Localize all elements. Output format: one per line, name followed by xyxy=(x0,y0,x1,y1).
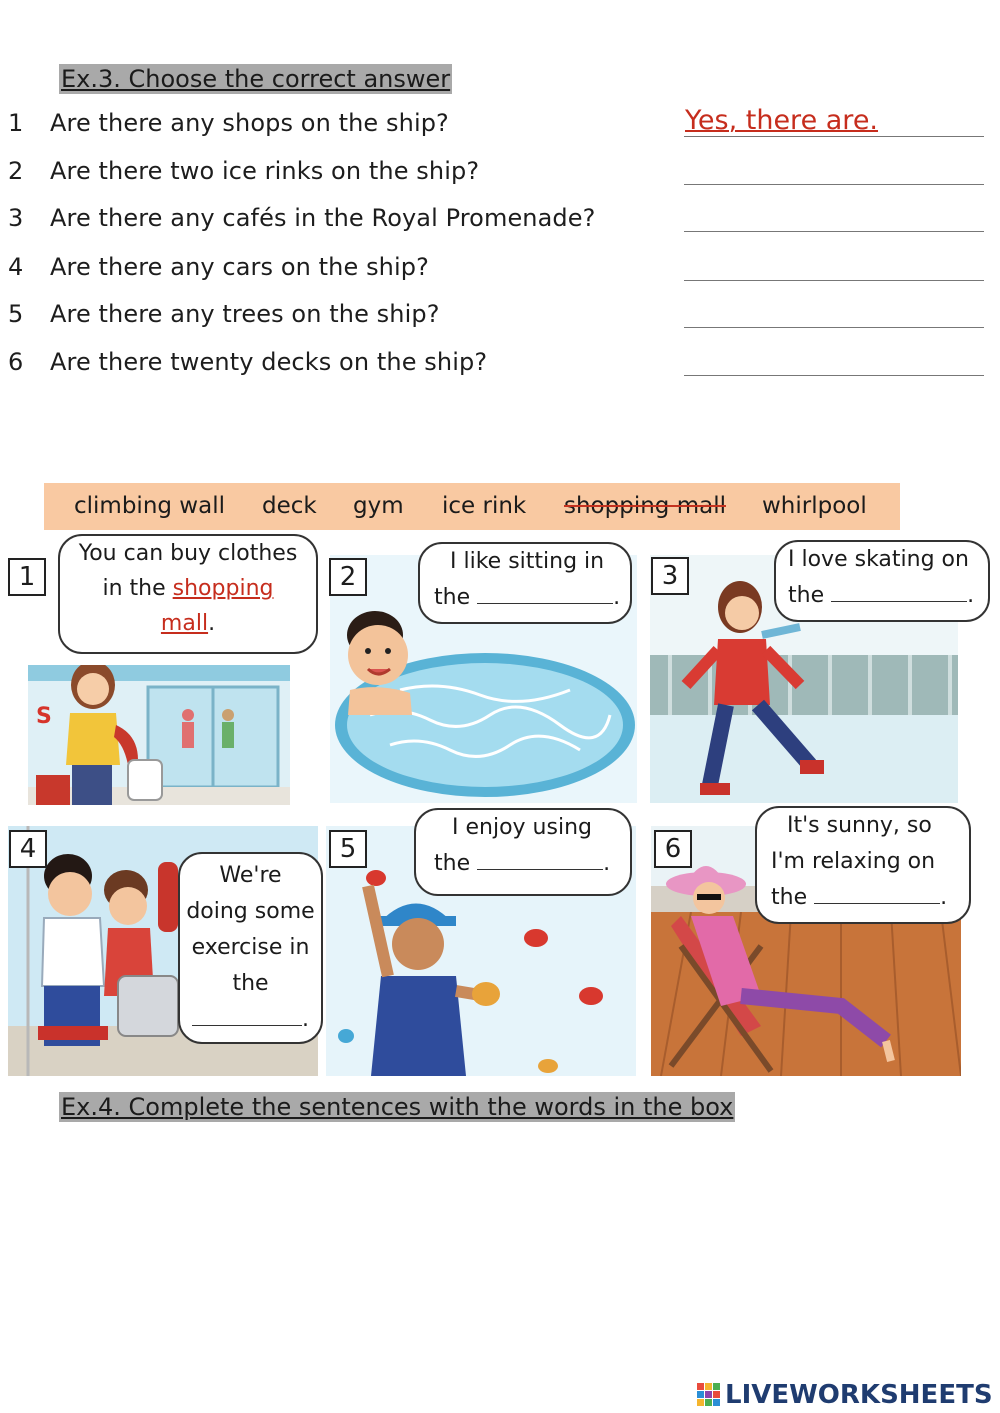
speech-bubble xyxy=(178,852,323,1044)
question-text: Are there any cafés in the Royal Promenade? xyxy=(50,204,596,232)
liveworksheets-logo-text: LIVEWORKSHEETS xyxy=(725,1380,993,1410)
bubble-punctuation: . xyxy=(940,885,948,910)
liveworksheets-logo-icon xyxy=(697,1383,721,1407)
bubble-punctuation: . xyxy=(613,585,621,610)
question-number: 1 xyxy=(8,109,24,137)
answer-line[interactable] xyxy=(684,280,984,281)
bubble-line: the xyxy=(232,971,269,996)
bubble-punctuation: . xyxy=(967,583,975,608)
word-shopping-mall: shopping mall xyxy=(564,493,726,519)
bubble-line: in the xyxy=(102,576,166,601)
question-number: 5 xyxy=(8,300,24,328)
question-number: 2 xyxy=(8,157,24,185)
bubble-line: exercise in xyxy=(191,935,310,960)
question-text: Are there any trees on the ship? xyxy=(50,300,440,328)
bubble-line: the xyxy=(788,583,825,608)
question-text: Are there any cars on the ship? xyxy=(50,253,429,281)
bubble-line: the xyxy=(771,885,808,910)
answer-line[interactable] xyxy=(684,327,984,328)
answer-line xyxy=(684,136,984,137)
answer-field[interactable]: mall xyxy=(160,611,209,636)
answer-blank[interactable] xyxy=(477,851,603,870)
answer-blank[interactable] xyxy=(192,1007,302,1026)
bubble-line: I love skating on xyxy=(788,547,969,572)
picture-number: 5 xyxy=(329,830,367,868)
question-number: 6 xyxy=(8,348,24,376)
bubble-line: the xyxy=(434,585,471,610)
bubble-punctuation: . xyxy=(603,851,611,876)
word-gym: gym xyxy=(353,493,404,519)
svg-text:S: S xyxy=(36,704,52,729)
speech-bubble xyxy=(414,808,632,896)
answer-blank[interactable] xyxy=(831,583,967,602)
liveworksheets-logo xyxy=(697,1380,993,1410)
question-text: Are there twenty decks on the ship? xyxy=(50,348,488,376)
speech-bubble xyxy=(774,540,990,622)
word-climbing-wall: climbing wall xyxy=(74,493,225,519)
answer-field[interactable]: shopping xyxy=(172,576,274,601)
bubble-line: We're xyxy=(219,863,282,888)
answer-field[interactable]: Yes, there are. xyxy=(685,105,879,136)
word-deck: deck xyxy=(262,493,317,519)
bubble-punctuation: . xyxy=(302,1007,309,1032)
word-box xyxy=(44,483,900,530)
picture-number: 6 xyxy=(654,830,692,868)
picture-number: 2 xyxy=(329,558,367,596)
question-number: 3 xyxy=(8,204,24,232)
picture-number: 1 xyxy=(8,558,46,596)
bubble-line: the xyxy=(434,851,471,876)
bubble-line: doing some xyxy=(186,899,315,924)
bubble-line: You can buy clothes xyxy=(78,541,298,566)
ex3-heading: Ex.3. Choose the correct answer xyxy=(61,65,451,93)
word-ice-rink: ice rink xyxy=(442,493,527,519)
bubble-line: I like sitting in xyxy=(450,549,605,574)
answer-line[interactable] xyxy=(684,231,984,232)
picture-number: 3 xyxy=(651,557,689,595)
ex4-heading: Ex.4. Complete the sentences with the words in the box xyxy=(61,1093,734,1121)
question-text: Are there two ice rinks on the ship? xyxy=(50,157,480,185)
speech-bubble xyxy=(755,806,971,924)
bubble-line: It's sunny, so xyxy=(787,813,932,838)
question-text: Are there any shops on the ship? xyxy=(50,109,449,137)
picture-number: 4 xyxy=(9,830,47,868)
answer-line[interactable] xyxy=(684,184,984,185)
answer-line[interactable] xyxy=(684,375,984,376)
answer-blank[interactable] xyxy=(814,885,940,904)
bubble-punctuation: . xyxy=(208,611,216,636)
question-number: 4 xyxy=(8,253,24,281)
word-whirlpool: whirlpool xyxy=(762,493,867,519)
bubble-line: I enjoy using xyxy=(452,815,592,840)
picture-shopping-mall xyxy=(28,665,290,805)
speech-bubble xyxy=(418,542,632,624)
speech-bubble xyxy=(58,534,318,654)
bubble-line: I'm relaxing on xyxy=(771,849,936,874)
answer-blank[interactable] xyxy=(477,585,613,604)
